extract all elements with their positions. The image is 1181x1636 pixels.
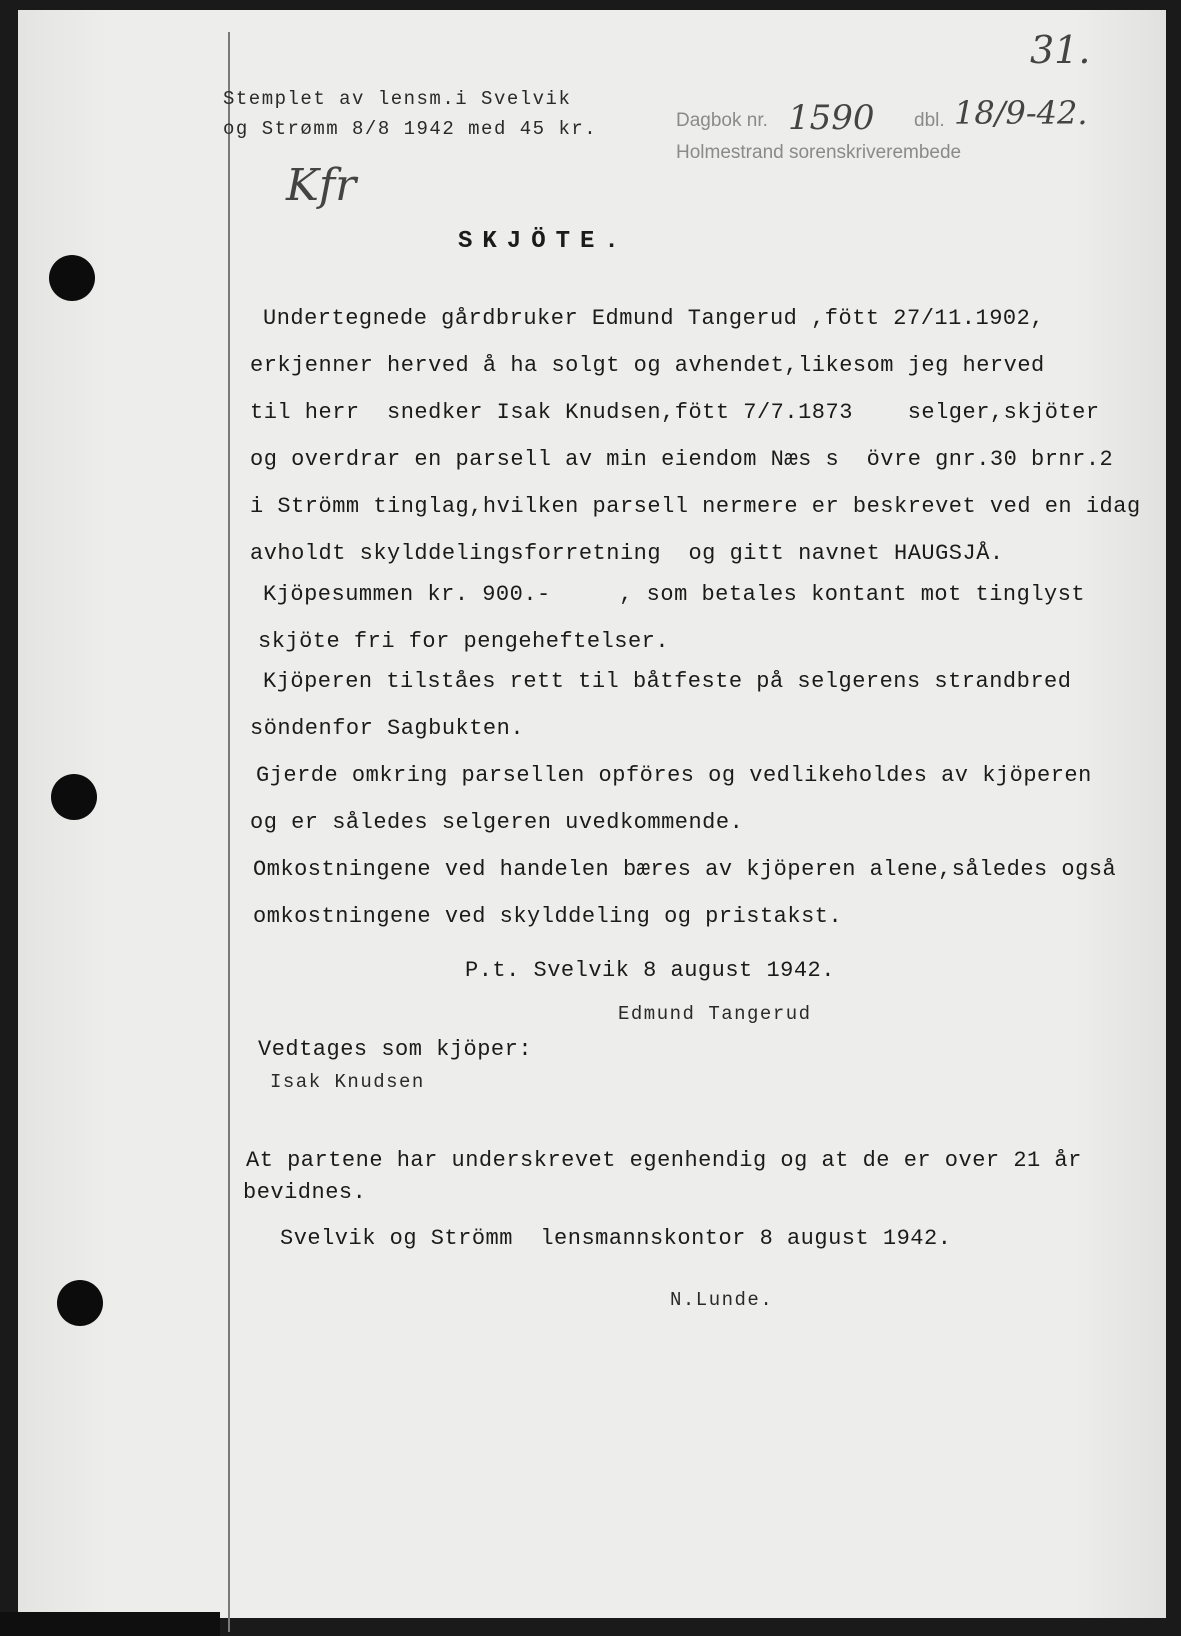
- office-date: Svelvik og Strömm lensmannskontor 8 august 1942.: [280, 1226, 952, 1251]
- body-line: omkostningene ved skylddeling og pristakst.: [253, 904, 843, 929]
- stamp-note-line-1: Stemplet av lensm.i Svelvik: [223, 88, 572, 110]
- stamp-note-line-2: og Strømm 8/8 1942 med 45 kr.: [223, 118, 598, 140]
- registry-office: Holmestrand sorenskriverembede: [676, 142, 962, 163]
- dagbok-number: 1590: [788, 98, 875, 138]
- attestation-line: At partene har underskrevet egenhendig og at de er over 21 år: [246, 1148, 1082, 1173]
- page-number: 31.: [1030, 28, 1091, 72]
- seller-signature: Edmund Tangerud: [618, 1003, 812, 1025]
- margin-rule: [228, 32, 230, 1632]
- body-line: erkjenner herved å ha solgt og avhendet,likesom jeg herved: [250, 353, 1045, 378]
- body-line: avholdt skylddelingsforretning og gitt navnet HAUGSJÅ.: [250, 541, 1004, 566]
- binder-hole: [51, 774, 97, 820]
- body-line: og er således selgeren uvedkommende.: [250, 810, 744, 835]
- document-title: SKJÖTE.: [458, 228, 629, 255]
- buyer-signature: Isak Knudsen: [270, 1071, 425, 1093]
- place-date: P.t. Svelvik 8 august 1942.: [465, 958, 835, 983]
- attestation-line: bevidnes.: [243, 1180, 367, 1205]
- officer-signature: N.Lunde.: [670, 1289, 774, 1311]
- body-line: Kjöperen tilståes rett til båtfeste på selgerens strandbred: [263, 669, 1072, 694]
- body-line: i Strömm tinglag,hvilken parsell nermere er beskrevet ved en idag: [250, 494, 1141, 519]
- body-line: Gjerde omkring parsellen opföres og vedlikeholdes av kjöperen: [256, 763, 1092, 788]
- binder-hole: [49, 255, 95, 301]
- body-line: Undertegnede gårdbruker Edmund Tangerud ,fött 27/11.1902,: [263, 306, 1045, 331]
- scan-edge: [0, 1612, 220, 1636]
- dbl-label: dbl.: [914, 110, 945, 131]
- body-line: og overdrar en parsell av min eiendom Næs s övre gnr.30 brnr.2: [250, 447, 1114, 472]
- binder-hole: [57, 1280, 103, 1326]
- accepted-label: Vedtages som kjöper:: [258, 1037, 533, 1062]
- body-line: söndenfor Sagbukten.: [250, 716, 525, 741]
- dbl-date: 18/9-42.: [954, 94, 1088, 132]
- dagbok-label: Dagbok nr.: [676, 110, 768, 131]
- body-line: skjöte fri for pengeheftelser.: [258, 629, 670, 654]
- initials: Kfr: [286, 160, 357, 211]
- body-line: Omkostningene ved handelen bæres av kjöperen alene,således også: [253, 857, 1117, 882]
- body-line: Kjöpesummen kr. 900.- , som betales kontant mot tinglyst: [263, 582, 1086, 607]
- body-line: til herr snedker Isak Knudsen,fött 7/7.1873 selger,skjöter: [250, 400, 1100, 425]
- document-page: [18, 10, 1166, 1618]
